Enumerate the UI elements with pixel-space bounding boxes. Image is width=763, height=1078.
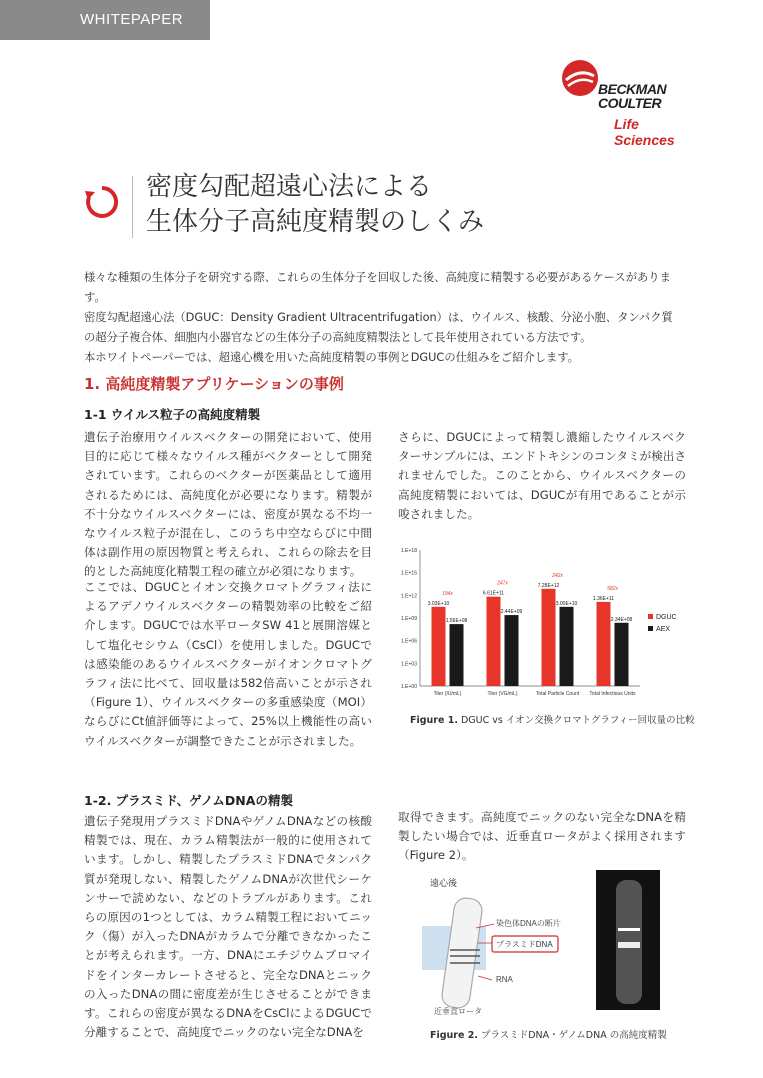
intro-line: 本ホワイトペーパーでは、超遠心機を用いた高純度精製の事例とDGUCの仕組みをご紹介します。 [84, 351, 579, 364]
figure1-caption-text: DGUC vs イオン交換クロマトグラフィー回収量の比較 [457, 715, 695, 726]
figure2-diagram [420, 868, 670, 1018]
data-label: 3.00E+10 [555, 600, 578, 607]
legend-swatch [648, 626, 653, 631]
section1-1-heading: 1-1 ウイルス粒子の高純度精製 [84, 407, 261, 422]
y-tick-label: 1.E+06 [401, 638, 417, 645]
section1-heading: 1. 高純度精製アプリケーションの事例 [84, 375, 344, 393]
fold-label: 194x [442, 590, 453, 597]
label-chromosomal: 染色体DNAの断片 [496, 919, 561, 928]
leader-line [478, 976, 492, 980]
data-label: 1.56E+08 [445, 618, 468, 625]
y-tick-label: 1.E+03 [401, 661, 417, 668]
legend-entry: DGUC [656, 614, 677, 621]
figure2-caption-label: Figure 2. [430, 1030, 478, 1041]
whitepaper-tag: WHITEPAPER [0, 0, 210, 40]
x-tick-label: Titer (IU/mL) [433, 691, 462, 697]
legend-entry: AEX [656, 626, 671, 633]
logo-line1: BECKMAN [598, 81, 667, 97]
beckman-coulter-logo [560, 58, 700, 148]
bar-aex [560, 607, 574, 686]
refresh-circle-icon [84, 184, 120, 220]
photo-band [618, 942, 640, 948]
data-label: 2.44E+09 [500, 609, 523, 616]
label-rna: RNA [496, 975, 513, 984]
title-line2: 生体分子高純度精製のしくみ [146, 207, 485, 237]
fold-label: 247x [497, 580, 508, 587]
bar-dguc [432, 607, 446, 686]
data-label: 6.61E+11 [482, 590, 505, 597]
x-tick-label: Titer (VG/mL) [487, 691, 518, 697]
logo-sub: Life Sciences [614, 116, 675, 148]
data-label: 1.36E+11 [592, 595, 615, 602]
intro-line: 様々な種類の生体分子を研究する際、これらの生体分子を回収した後、高純度に精製する必要があるケースがあります。 [84, 271, 671, 304]
bar-aex [505, 615, 519, 686]
figure1-caption-label: Figure 1. [410, 715, 458, 726]
figure2-caption-text: プラスミドDNA・ゲノムDNA の高純度精製 [477, 1030, 667, 1041]
label-plasmid: プラスミドDNA [496, 940, 553, 949]
data-label: 7.28E+12 [537, 582, 560, 589]
y-tick-label: 1.E+15 [401, 570, 417, 577]
figure2-caption [430, 1027, 667, 1041]
title-line1: 密度勾配超遠心法による [146, 172, 433, 202]
figure1-chart [392, 542, 692, 700]
bar-dguc [542, 589, 556, 686]
x-tick-label: Total Particle Count [535, 691, 580, 697]
bar-dguc [597, 602, 611, 686]
paragraph: 遺伝子治療用ウイルスベクターの開発において、使用目的に応じて様々なウイルス種がベクターとして開発されています。これらのベクターが医薬品として適用されるためには、高純度化が必要になります。精製が不十分なウイルスベクターには、密度が異なる不均一なウイルス粒子が混在し、このうち中空ならびに中間体は副作用の原因物質と考えられ、これらの除去を目的とした高純度化精製工程の確立が必須になります。 [84, 430, 372, 579]
intro-line: 密度勾配超遠心法（DGUC：Density Gradient Ultracentrifugation）は、ウイルス、核酸、分泌小胞、タンパク質の超分子複合体、細胞内小器官などの生体分子の高純度精製法として長年使用されている方法です。 [84, 311, 673, 344]
paragraph: 遺伝子発現用プラスミドDNAやゲノムDNAなどの核酸精製では、現在、カラム精製法が一般的に使用されています。しかし、精製したプラスミドDNAでタンパク質が発現しない、精製したゲノムDNAが次世代シーケンサーで読めない、などのトラブルがあります。これらの原因の1つとしては、カラム精製工程においてニック（傷）が入ったDNAがカラムで分離できなかったことが考えられます。一方、DNAにエチジウムブロマイドをインターカレートさせると、完全なDNAとニックの入ったDNAの間に密度差が生じさせることができます。これらの密度が異なるDNAをCsClによるDGUCで分離することで、高純度でニックのない完全なDNAを [84, 814, 372, 1040]
legend-swatch [648, 614, 653, 619]
intro [84, 268, 684, 368]
figure1-caption [410, 712, 695, 726]
label-rotor: 近垂直ロータ [434, 1007, 482, 1016]
figure2-title: 遠心後 [430, 878, 458, 888]
title-divider [132, 176, 133, 238]
y-tick-label: 1.E+18 [401, 548, 417, 554]
page-title [146, 170, 484, 240]
data-label: 3.03E+10 [427, 600, 450, 607]
section1-2-heading: 1-2. プラスミド、ゲノムDNAの精製 [84, 793, 293, 808]
data-label: 2.34E+08 [610, 616, 633, 623]
x-tick-label: Total Infectious Units [589, 691, 636, 697]
logo-globe-icon [560, 58, 600, 98]
bar-dguc [487, 597, 501, 686]
y-tick-label: 1.E+12 [401, 593, 417, 600]
bar-aex [615, 623, 629, 686]
y-tick-label: 1.E+00 [401, 684, 417, 690]
bar-aex [450, 624, 464, 686]
paragraph: ここでは、DGUCとイオン交換クロマトグラフィ法によるアデノウイルスベクターの精製効率の比較をご紹介します。DGUCでは水平ロータSW 41と展開溶媒として塩化セシウム（CsCl）を使用しました。DGUCでは感染能のあるウイルスベクターがイオンクロマトグラフィ法に比べて、回収量は582倍高いことが示され（Figure 1）、ウイルスベクターの多重感染度（MOI）ならびにCt値評価等によって、25%以上機能性の高いウイルスベクターが調整できたことが示されました。 [84, 580, 372, 748]
photo-band [618, 928, 640, 931]
paragraph: 取得できます。高純度でニックのない完全なDNAを精製したい場合では、近垂直ロータがよく採用されます（Figure 2）。 [398, 810, 686, 863]
fold-label: 582x [607, 585, 618, 592]
fold-label: 242x [552, 572, 563, 579]
logo-line2: COULTER [598, 95, 662, 111]
y-tick-label: 1.E+09 [401, 616, 417, 622]
paragraph: さらに、DGUCによって精製し濃縮したウイルスベクターサンプルには、エンドトキシンのコンタミが検出されませんでした。このことから、ウイルスベクターの高純度精製においては、DGUCが有用であることが示唆されました。 [398, 430, 686, 521]
